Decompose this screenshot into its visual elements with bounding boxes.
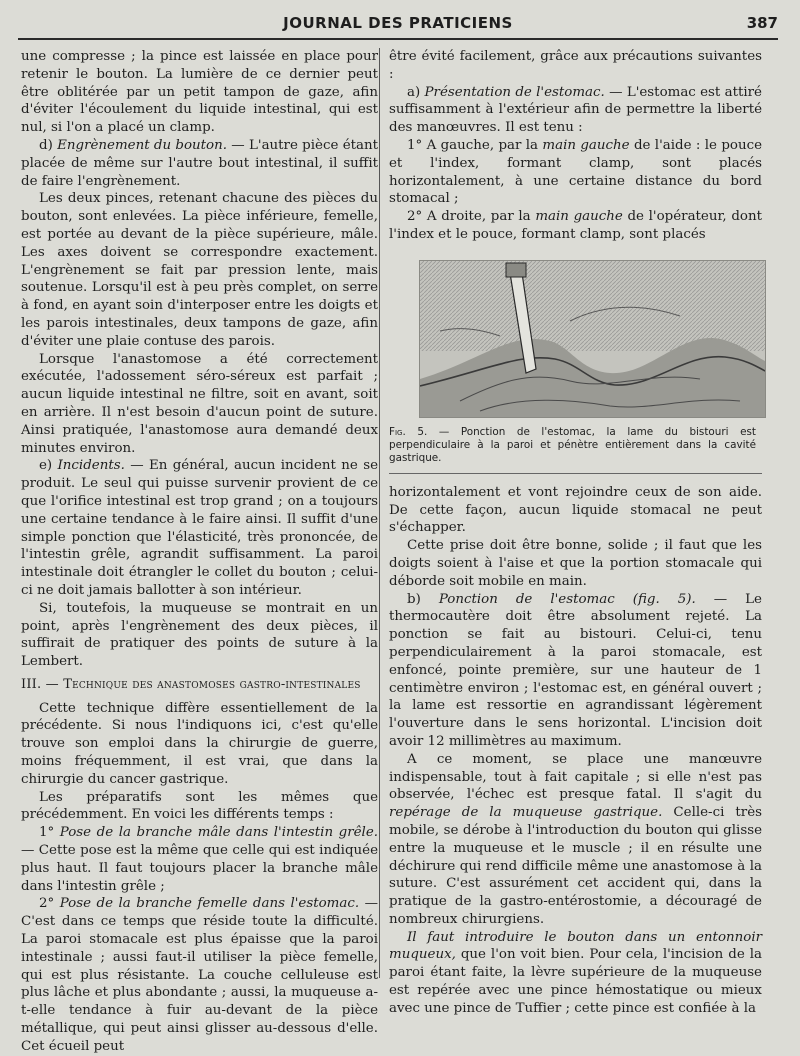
text-italic: Il faut introduire le bouton dans un entonnoir muqueux,: [389, 929, 762, 963]
item-text: — Le thermocautère doit être absolument rejeté. La ponction se fait au bistouri. Celui-ci, tenu perpendiculairement à la paroi stomacale, est enfoncé, pointe première, sur une hauteur de 1 centimètre environ ; l'estomac est, en général ouvert ; la lame est ressortie en agrandissant légèrement l'ouverture dans le sens horizontal. L'incision doit avoir 12 millimètres au maximum.: [389, 591, 762, 749]
item-text: — Cette pose est la même que celle qui est indiquée plus haut. Il faut toujours placer la branche mâle dans l'intestin grêle ;: [21, 843, 378, 894]
item-text: — En général, aucun incident ne se produit. Le seul qui puisse survenir provient de ce que l'orifice intestinal est trop grand ; on a toujours une certaine tendance à le faire ainsi. Il suffit d'une simple ponction que l'élasticité, très prononcée, de l'intestin grêle, agrandit suffisamment. La paroi intestinale doit étrangler le collet du bouton ; celui-ci ne doit jamais ballotter à son intérieur.: [21, 458, 378, 598]
item-label: 2°: [39, 896, 60, 912]
text: A ce moment, se place une manœuvre indispensable, tout à fait capitale ; si elle n'est pas observée, l'échec est presque fatal. Il s'agit du: [389, 751, 762, 803]
text: Celle-ci très mobile, se dérobe à l'introduction du bouton qui glisse entre la muqueuse et le muscle ; il en résulte une déchirure qui rend difficile même une anastomose à la suture. C'est assurément cet accident qui, dans la pratique de la gastro-entérostomie, a découragé de nombreux chirurgiens.: [389, 805, 762, 927]
item-label: 1°: [39, 825, 60, 841]
item-title: Engrènement du bouton.: [57, 137, 227, 153]
item-title: Pose de la branche mâle dans l'intestin grêle.: [59, 825, 378, 841]
figure-number: Fig. 5.: [389, 425, 428, 438]
item-title: Pose de la branche femelle dans l'estomac.: [59, 896, 360, 912]
paragraph-incidents: [21, 457, 378, 599]
item-title: Incidents.: [57, 458, 125, 474]
paragraph-step-left: [389, 137, 762, 208]
text: 2° A droite, par la: [407, 209, 536, 225]
item-title: Ponction de l'estomac (fig. 5).: [438, 591, 696, 607]
paragraph: Les préparatifs sont les mêmes que précédemment. En voici les différents temps :: [21, 789, 378, 823]
caption-text: — Ponction de l'estomac, la lame du bistouri est perpendiculaire à la paroi et pénètre entièrement dans la cavité gastrique.: [389, 425, 756, 464]
paragraph-ponction: [389, 591, 762, 751]
item-title: Présentation de l'estomac.: [424, 84, 605, 100]
item-label: e): [39, 458, 58, 474]
text-italic: main gauche: [542, 137, 630, 153]
running-header: [18, 12, 778, 40]
paragraph-step-1: [21, 824, 378, 895]
surgical-illustration: [420, 261, 765, 417]
item-label: d): [39, 137, 58, 153]
text-italic: main gauche: [535, 209, 623, 225]
paragraph: Si, toutefois, la muqueuse se montrait en un point, après l'engrènement des deux pièces, il suffirait de pratiquer des points de suture à la Lembert.: [21, 600, 378, 670]
right-column: [389, 48, 762, 1018]
item-text: — L'estomac est attiré suffisamment à l'extérieur afin de permettre la liberté des manœuvres. Il est tenu :: [389, 84, 762, 136]
paragraph: Lorsque l'anastomose a été correctement exécutée, l'adossement séro-séreux est parfait ; aucun liquide intestinal ne filtre, soit en avant, soit en arrière. Il n'est besoin d'aucun point de suture. Ainsi pratiquée, l'anastomose aura demandé deux minutes environ.: [21, 351, 378, 456]
text-italic: repérage de la muqueuse gastrique.: [389, 805, 663, 821]
text: 1° A gauche, par la: [407, 137, 543, 153]
figure-caption: [389, 426, 762, 474]
item-label: a): [407, 84, 425, 100]
paragraph: une compresse ; la pince est laissée en place pour retenir le bouton. La lumière de ce dernier peut être oblitérée par un petit tampon de gaze, afin d'éviter l'écoulement du liquide intestinal, qui est nul, si l'on a placé un clamp.: [21, 49, 378, 136]
paragraph-presentation: [389, 84, 762, 137]
item-text: — L'autre pièce étant placée de même sur l'autre bout intestinal, il suffit de faire l'engrènement.: [21, 137, 378, 189]
paragraph: Les deux pinces, retenant chacune des pièces du bouton, sont enlevées. La pièce inférieure, femelle, est portée au devant de la pièce supérieure, mâle. Les axes doivent se correspondre exactement. L'engrènement se fait par pression lente, mais soutenue. Lorsqu'il est à peu près complet, on serre à fond, en ayant soin d'interposer entre les doigts et les parois intestinales, deux tampons de gaze, afin d'éviter une plaie contuse des parois.: [21, 191, 378, 349]
text: de l'aide : le pouce et l'index, formant clamp, sont placés horizontalement, à une certaine distance du bord stomacal ;: [389, 137, 763, 207]
paragraph-step-right: [389, 208, 762, 244]
paragraph-step-2: [21, 895, 378, 1055]
journal-title: JOURNAL DES PRATICIENS: [283, 14, 513, 32]
paragraph: Cette technique diffère essentiellement de la précédente. Si nous l'indiquons ici, c'est qu'elle trouve son emploi dans la chirurgie de guerre, moins fréquemment, il est vrai, que dans la chirurgie du cancer gastrique.: [21, 700, 378, 787]
paragraph-reperage: [389, 751, 762, 929]
column-divider: [379, 48, 380, 978]
item-label: b): [407, 591, 439, 607]
item-text: — C'est dans ce temps que réside toute la difficulté. La paroi stomacale est plus épaisse que la paroi intestinale ; aussi faut-il utiliser la pièce femelle, qui est plus résistante. La couche celluleuse est plus lâche et plus abondante ; aussi, la muqueuse a-t-elle tendance à fuir au-devant de la pièce métallique, qui peut ainsi glisser au-dessous d'elle. Cet écueil peut: [21, 896, 378, 1054]
paragraph: être évité facilement, grâce aux précautions suivantes :: [389, 49, 762, 82]
figure-stomach-puncture: [419, 260, 766, 418]
page-number: 387: [746, 14, 778, 32]
section-heading: III. — Technique des anastomoses gastro-intestinales: [21, 676, 361, 692]
paragraph: Cette prise doit être bonne, solide ; il faut que les doigts soient à l'aise et que la portion stomacale qui déborde soit mobile en main.: [389, 538, 762, 589]
paragraph: horizontalement et vont rejoindre ceux de son aide. De cette façon, aucun liquide stomacal ne peut s'échapper.: [389, 484, 762, 536]
text: de l'opérateur, dont l'index et le pouce, formant clamp, sont placés: [389, 209, 762, 242]
text: que l'on voit bien. Pour cela, l'incision de la paroi étant faite, la lèvre supérieure de la muqueuse est repérée avec une pince hémostatique ou mieux avec une pince de Tuffier ; cette pince est confiée à la: [389, 947, 762, 1016]
left-column: [21, 48, 378, 1056]
paragraph-engrenement: [21, 137, 378, 190]
paragraph-entonnoir: [389, 929, 762, 1018]
